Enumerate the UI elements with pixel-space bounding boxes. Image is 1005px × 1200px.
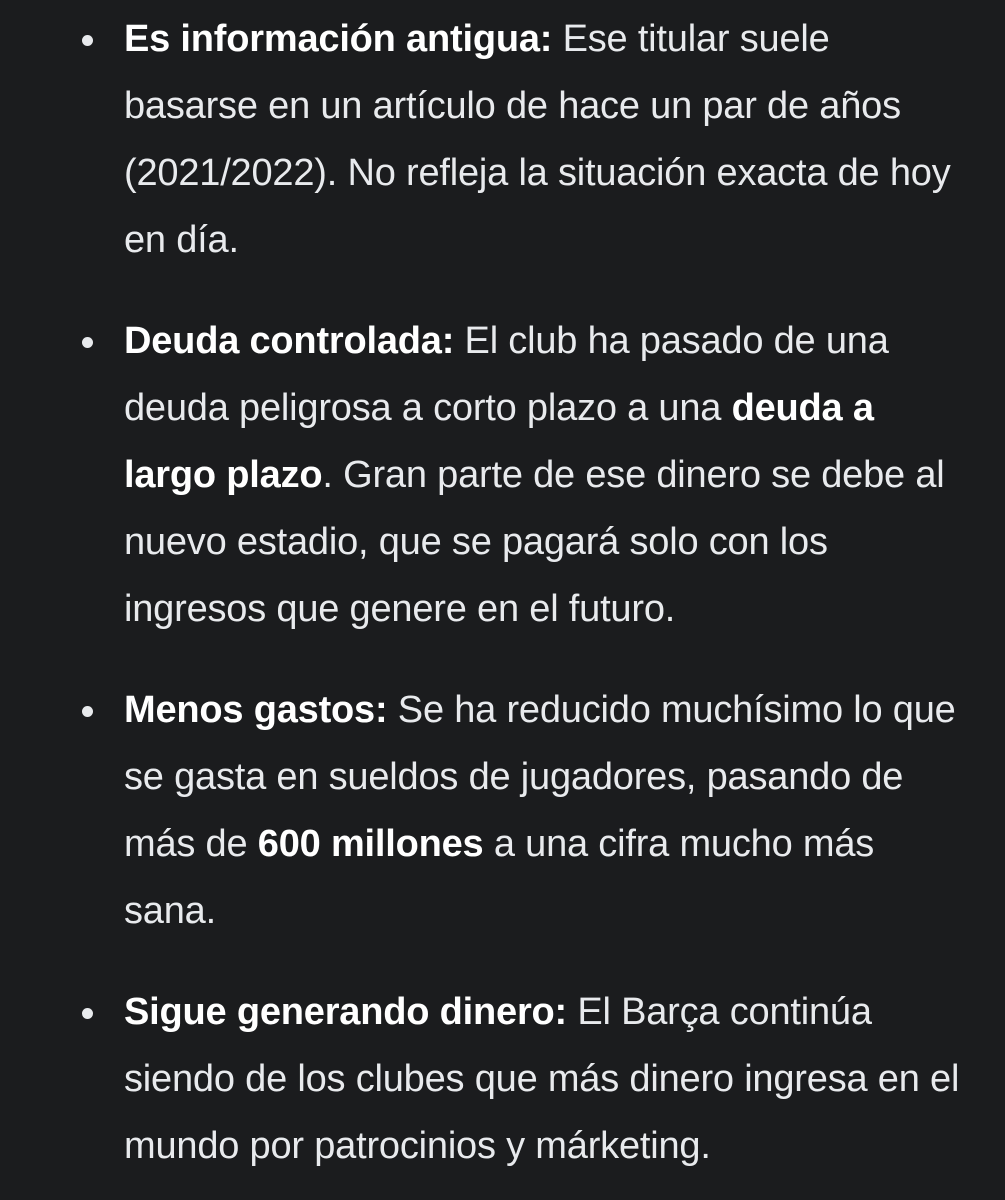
bullet-dot-icon [82,1008,93,1019]
item-emphasis: deuda a largo plazo [124,387,874,496]
item-heading: Deuda controlada: [124,320,455,362]
list-item-controlled-debt [0,308,1005,643]
bullet-dot-icon [82,35,93,46]
list-item-less-spending [0,677,1005,945]
item-heading: Sigue generando dinero: [124,991,567,1033]
item-text: Se ha reducido muchísimo lo que se gasta en sueldos de jugadores, pasando de más de [124,689,956,865]
item-heading: Menos gastos: [124,689,388,731]
item-text: El club ha pasado de una deuda peligrosa a corto plazo a una [124,320,889,429]
item-emphasis: 600 millones [257,823,484,865]
item-text: Ese titular suele basarse en un artículo de hace un par de años (2021/2022). No refleja la situación exacta de hoy en día. [124,18,951,261]
item-text: . Gran parte de ese dinero se debe al nuevo estadio, que se pagará solo con los ingresos que genere en el futuro. [124,454,945,630]
item-text: a una cifra mucho más sana. [124,823,875,932]
bullet-dot-icon [82,706,93,717]
item-text: El Barça continúa siendo de los clubes que más dinero ingresa en el mundo por patrocinios y márketing. [124,991,960,1167]
bullet-list [0,6,1005,1180]
item-heading: Es información antigua: [124,18,553,60]
bullet-dot-icon [82,337,93,348]
list-item-still-generating-money [0,979,1005,1180]
list-item-old-information [0,6,1005,274]
